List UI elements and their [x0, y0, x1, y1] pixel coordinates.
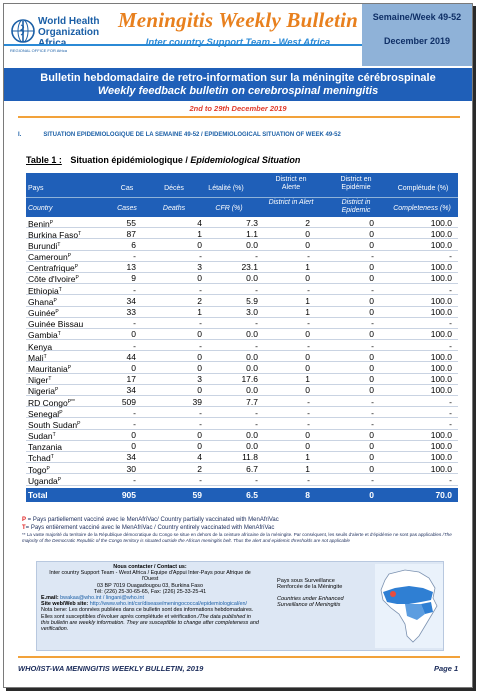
completeness-cell: 100.0: [430, 351, 452, 362]
cfr-cell: 0.0: [246, 273, 258, 284]
header-cas: Cas: [120, 185, 134, 192]
deaths-cell: 2: [197, 295, 202, 306]
cfr-cell: 0.0: [246, 430, 258, 441]
cfr-cell: -: [255, 407, 258, 418]
cases-cell: -: [133, 318, 136, 329]
epidemic-cell: 0: [369, 351, 374, 362]
week-box: [362, 4, 472, 66]
completeness-cell: 100.0: [430, 374, 452, 385]
deaths-cell: -: [199, 474, 202, 485]
country-cell: Gambia$^T$: [28, 330, 61, 341]
alert-cell: -: [307, 396, 310, 407]
header-district-alert: District in Alert: [268, 199, 314, 206]
alert-cell: 1: [305, 452, 310, 463]
table-row: [26, 295, 458, 306]
deaths-cell: 0: [197, 441, 202, 452]
cfr-cell: 1.1: [246, 228, 258, 239]
completeness-cell: 100.0: [430, 362, 452, 373]
cfr-cell: 5.9: [246, 295, 258, 306]
table-total-row: [26, 488, 458, 502]
cfr-cell: 23.1: [241, 262, 258, 273]
cases-cell: -: [133, 407, 136, 418]
country-cell: Kenya: [28, 341, 53, 352]
header: [4, 4, 472, 66]
completeness-cell: 100.0: [430, 262, 452, 273]
alert-cell: -: [307, 418, 310, 429]
country-cell: Tchad$^T$: [28, 453, 54, 464]
country-cell: Nigeria$^P$: [28, 386, 59, 397]
alert-cell: 0: [305, 228, 310, 239]
table-row: [26, 273, 458, 284]
orange-divider: [18, 116, 460, 118]
completeness-cell: -: [449, 318, 452, 329]
table-row: [26, 239, 458, 250]
alert-cell: 1: [305, 307, 310, 317]
table-row: [26, 307, 458, 318]
cases-cell: 0: [131, 329, 136, 340]
deaths-cell: 1: [197, 228, 202, 239]
cfr-cell: 3.0: [246, 307, 258, 317]
alert-cell: -: [307, 318, 310, 329]
deaths-cell: 0: [197, 351, 202, 362]
epidemic-cell: 0: [369, 239, 374, 250]
epidemic-cell: -: [371, 474, 374, 485]
completeness-cell: 100.0: [430, 385, 452, 396]
website-link[interactable]: http://www.who.int/csr/disease/meningococcal/epidemiological/en/: [88, 601, 248, 608]
alert-cell: -: [307, 407, 310, 418]
table-header: [26, 173, 458, 217]
completeness-cell: 100.0: [430, 452, 452, 463]
total-deaths: 59: [192, 489, 202, 500]
bulletin-page: [3, 3, 473, 688]
note-drc: ** La vaste majorité du territoire de la République démocratique du Congo se situe en dehors de la ceinture africaine de la méningite. Par conséquent, les seuils d'alerte et d'épidémie ne sont pas applicables /The majority of the Democratic Republic of the Congo territory is situated outside the African meningitis belt. Thus the alert and epidemic thresholds are not applicable: [22, 532, 452, 543]
table-row: [26, 362, 458, 373]
total-completeness: 70.0: [435, 489, 452, 500]
date-range: 2nd to 29th December 2019: [189, 104, 287, 113]
epidemic-cell: 0: [369, 295, 374, 306]
header-district-epidemie: District en Epidémie: [340, 176, 372, 191]
cases-cell: 509: [121, 396, 136, 407]
deaths-cell: 4: [197, 217, 202, 228]
alert-cell: 0: [305, 273, 310, 284]
completeness-cell: -: [449, 474, 452, 485]
deaths-cell: -: [199, 407, 202, 418]
deaths-cell: -: [199, 284, 202, 295]
cfr-cell: 0.0: [246, 441, 258, 452]
country-cell: Mauritania$^P$: [28, 363, 72, 374]
table-body: [26, 217, 458, 486]
epidemic-cell: 0: [369, 463, 374, 474]
alert-cell: 2: [305, 217, 310, 228]
banner-french: Bulletin hebdomadaire de retro-information sur la méningite cérébrospinale: [40, 72, 436, 84]
alert-cell: 0: [305, 239, 310, 250]
completeness-cell: 100.0: [430, 295, 452, 306]
cfr-cell: 7.7: [246, 396, 258, 407]
alert-cell: 1: [305, 295, 310, 306]
completeness-cell: 100.0: [430, 463, 452, 474]
table-row: [26, 430, 458, 441]
cfr-cell: 0.0: [246, 362, 258, 373]
contact-website: Site web/Web site: http://www.who.int/csr/disease/meningococcal/epidemiological/en/: [41, 601, 248, 608]
cfr-cell: 7.3: [246, 217, 258, 228]
completeness-cell: -: [449, 340, 452, 351]
deaths-cell: 2: [197, 463, 202, 474]
bulletin-title: Meningitis Weekly Bulletin: [117, 8, 359, 32]
cases-cell: 9: [131, 273, 136, 284]
alert-cell: -: [307, 284, 310, 295]
cfr-cell: -: [255, 284, 258, 295]
contact-note: Nota bene: Les données publiées dans ce bulletin sont des informations hebdomadaires. Elles sont susceptibles d'évoluer après complétude et vérification./The data published in this bulletin are weekly information. They are susceptible to change after completeness and verification.: [41, 607, 259, 633]
cases-cell: 34: [126, 385, 136, 396]
country-cell: Niger$^T$: [28, 375, 52, 386]
cases-cell: 0: [131, 362, 136, 373]
email-link[interactable]: bwakaa@who.int / lingani@who.int: [58, 595, 144, 602]
who-organization-name: World Health Organization: [38, 16, 100, 38]
alert-cell: 1: [305, 463, 310, 474]
alert-cell: 1: [305, 374, 310, 385]
table-row: [26, 385, 458, 396]
contact-team: Inter country Support Team - West Africa / Equipe d'Appui Inter-Pays pour Afrique de l'Ouest: [49, 570, 251, 583]
table-row: [26, 463, 458, 474]
deaths-cell: 1: [197, 307, 202, 317]
deaths-cell: 0: [197, 430, 202, 441]
contact-address: 03 BP 7019 Ouagadougou 03, Burkina Faso: [97, 582, 203, 589]
deaths-cell: 0: [197, 273, 202, 284]
table-row: [26, 407, 458, 418]
epidemic-cell: 0: [369, 228, 374, 239]
month-label: December 2019: [383, 36, 451, 46]
epidemic-cell: -: [371, 418, 374, 429]
completeness-cell: 100.0: [430, 307, 452, 317]
cases-cell: 13: [126, 262, 136, 273]
epidemic-cell: 0: [369, 374, 374, 385]
alert-cell: -: [307, 340, 310, 351]
cases-cell: 30: [126, 463, 136, 474]
cases-cell: -: [133, 251, 136, 262]
banner-english: Weekly feedback bulletin on cerebrospinal meningitis: [97, 85, 379, 97]
footer-page-number: Page 1: [434, 664, 459, 673]
cases-cell: -: [133, 418, 136, 429]
epidemic-cell: -: [371, 407, 374, 418]
epidemic-cell: -: [371, 318, 374, 329]
completeness-cell: 100.0: [430, 273, 452, 284]
total-epidemic: 0: [369, 489, 374, 500]
alert-cell: 0: [305, 441, 310, 452]
deaths-cell: 3: [197, 262, 202, 273]
deaths-cell: -: [199, 251, 202, 262]
cfr-cell: 0.0: [246, 351, 258, 362]
country-cell: Sudan$^T$: [28, 431, 56, 442]
epidemic-cell: 0: [369, 441, 374, 452]
header-completeness: Completeness (%): [393, 205, 451, 212]
cases-cell: 34: [126, 295, 136, 306]
alert-cell: 1: [305, 262, 310, 273]
country-cell: Centrafrique$^P$: [28, 263, 79, 274]
footer-divider: [18, 656, 460, 658]
title-banner: [4, 68, 472, 101]
contact-box: [36, 561, 444, 651]
section-heading: I. SITUATION EPIDEMIOLOGIQUE DE LA SEMAINE 49-52 / EPIDEMIOLOGICAL SITUATION OF WEEK 49-52: [18, 132, 341, 138]
completeness-cell: -: [449, 418, 452, 429]
table-row: [26, 340, 458, 351]
country-cell: Benin$^P$: [28, 218, 54, 229]
table-row: [26, 396, 458, 407]
cases-cell: 44: [126, 351, 136, 362]
country-cell: Mali$^T$: [28, 352, 47, 363]
header-rule: [26, 197, 458, 198]
epidemic-cell: 0: [369, 329, 374, 340]
cases-cell: 87: [126, 228, 136, 239]
country-cell: Ethiopia$^T$: [28, 285, 62, 296]
note-partial: P = Pays partiellement vacciné avec le MenAfriVac/ Country partially vaccinated with MenAfriVac: [22, 517, 279, 523]
country-cell: Guinée$^P$: [28, 308, 59, 318]
deaths-cell: -: [199, 340, 202, 351]
completeness-cell: 100.0: [430, 239, 452, 250]
deaths-cell: -: [199, 418, 202, 429]
country-cell: Burkina Faso$^T$: [28, 229, 82, 240]
epidemic-cell: 0: [369, 452, 374, 463]
epidemic-cell: 0: [369, 430, 374, 441]
completeness-cell: 100.0: [430, 228, 452, 239]
cases-cell: 55: [126, 217, 136, 228]
cfr-cell: -: [255, 474, 258, 485]
who-regional-office: REGIONAL OFFICE FOR Africa: [10, 48, 67, 53]
country-cell: Guinée Bissau: [28, 319, 84, 330]
header-pays: Pays: [28, 185, 44, 192]
map-legend: Pays sous Surveillance Renforcée de la Méningite Countries under Enhanced Surveillance of Meningitis: [277, 578, 344, 609]
table-row: [26, 251, 458, 262]
table-row: [26, 217, 458, 228]
total-cases: 905: [121, 489, 136, 500]
who-emblem-icon: [10, 18, 36, 44]
contact-details: [41, 564, 259, 632]
table-row: [26, 374, 458, 385]
header-district-epidemic: District in Epidemic: [341, 199, 371, 214]
completeness-cell: 100.0: [430, 441, 452, 452]
cfr-cell: 0.0: [246, 329, 258, 340]
cases-cell: 6: [131, 239, 136, 250]
cfr-cell: -: [255, 318, 258, 329]
alert-cell: 0: [305, 329, 310, 340]
header-country: Country: [28, 205, 53, 212]
cases-cell: 34: [126, 452, 136, 463]
completeness-cell: -: [449, 407, 452, 418]
header-completude: Complétude (%): [397, 185, 449, 192]
country-cell: Burundi$^T$: [28, 240, 61, 251]
alert-cell: 0: [305, 430, 310, 441]
alert-cell: -: [307, 251, 310, 262]
country-cell: Ghana$^P$: [28, 296, 57, 307]
epidemic-cell: -: [371, 396, 374, 407]
contact-title: Nous contacter / Contact us:: [113, 564, 187, 570]
cfr-cell: -: [255, 418, 258, 429]
table-row: [26, 228, 458, 239]
epidemic-cell: -: [371, 284, 374, 295]
country-cell: RD Congo$^{P**}$: [28, 397, 75, 408]
contact-email: E.mail: bwakaa@who.int / lingani@who.int: [41, 595, 144, 602]
epidemic-cell: 0: [369, 262, 374, 273]
week-label: Semaine/Week 49-52: [372, 12, 462, 22]
deaths-cell: 0: [197, 385, 202, 396]
cases-cell: -: [133, 474, 136, 485]
cfr-cell: 6.7: [246, 463, 258, 474]
total-alert: 8: [305, 489, 310, 500]
table-notes: [22, 517, 462, 544]
bulletin-subtitle: Inter country Support Team - West Africa: [145, 37, 331, 48]
country-cell: Cameroun$^P$: [28, 252, 72, 263]
table-row: [26, 452, 458, 463]
country-cell: Tanzania: [28, 442, 63, 453]
alert-cell: 0: [305, 351, 310, 362]
completeness-cell: -: [449, 284, 452, 295]
table-row: [26, 318, 458, 329]
cfr-cell: -: [255, 340, 258, 351]
note-entire: T= Pays entièrement vacciné avec le MenAfriVac / Country entirely vaccinated with MenAfriVac: [22, 524, 275, 531]
table-row: [26, 284, 458, 295]
cases-cell: 0: [131, 430, 136, 441]
table-row: [26, 351, 458, 362]
cfr-cell: -: [255, 251, 258, 262]
total-label: Total: [28, 489, 48, 500]
header-letalite: Létalité (%): [208, 185, 244, 192]
epidemic-cell: 0: [369, 273, 374, 284]
contact-phone: Tél: (226) 25-30-65-65, Fax: (226) 25-33-25-41: [93, 588, 207, 595]
deaths-cell: 0: [197, 239, 202, 250]
epidemic-cell: 0: [369, 217, 374, 228]
cfr-cell: 0.0: [246, 385, 258, 396]
deaths-cell: 0: [197, 329, 202, 340]
completeness-cell: 100.0: [430, 217, 452, 228]
deaths-cell: 4: [197, 452, 202, 463]
country-cell: Senegal$^P$: [28, 408, 63, 419]
cases-cell: 33: [126, 307, 136, 317]
cfr-cell: 17.6: [241, 374, 258, 385]
epidemic-cell: -: [371, 251, 374, 262]
header-district-alerte: District en Alerte: [275, 176, 307, 191]
deaths-cell: 3: [197, 374, 202, 385]
cases-cell: -: [133, 340, 136, 351]
africa-map-icon: [375, 564, 443, 648]
table-row: [26, 441, 458, 452]
epidemic-cell: 0: [369, 385, 374, 396]
header-deaths: Deaths: [162, 205, 186, 212]
header-deces: Décès: [164, 185, 184, 192]
cases-cell: -: [133, 284, 136, 295]
deaths-cell: 39: [192, 396, 202, 407]
cfr-cell: 0.0: [246, 239, 258, 250]
header-cases: Cases: [117, 205, 137, 212]
completeness-cell: 100.0: [430, 329, 452, 340]
epidemic-cell: -: [371, 340, 374, 351]
footer-title: WHO/IST-WA MENINGITIS WEEKLY BULLETIN, 2019: [18, 664, 204, 673]
table-row: [26, 474, 458, 485]
table-title: Table 1 : Situation épidémiologique / Epidemiological Situation: [26, 155, 301, 165]
table-row: [26, 262, 458, 273]
total-cfr: 6.5: [246, 489, 258, 500]
cases-cell: 17: [126, 374, 136, 385]
cases-cell: 0: [131, 441, 136, 452]
table-row: [26, 418, 458, 429]
country-cell: South Sudan$^P$: [28, 419, 81, 430]
alert-cell: -: [307, 474, 310, 485]
epidemic-cell: 0: [369, 307, 374, 317]
header-cfr: CFR (%): [215, 205, 243, 212]
country-cell: Uganda$^P$: [28, 475, 62, 486]
completeness-cell: -: [449, 396, 452, 407]
completeness-cell: -: [449, 251, 452, 262]
table-row: [26, 329, 458, 340]
deaths-cell: 0: [197, 362, 202, 373]
epidemic-cell: 0: [369, 362, 374, 373]
completeness-cell: 100.0: [430, 430, 452, 441]
country-cell: Togo$^P$: [28, 464, 50, 475]
country-cell: Côte d'Ivoire$^P$: [28, 274, 79, 285]
deaths-cell: -: [199, 318, 202, 329]
cfr-cell: 11.8: [242, 452, 258, 463]
epidemiological-table: [26, 173, 458, 502]
alert-cell: 0: [305, 362, 310, 373]
alert-cell: 0: [305, 385, 310, 396]
